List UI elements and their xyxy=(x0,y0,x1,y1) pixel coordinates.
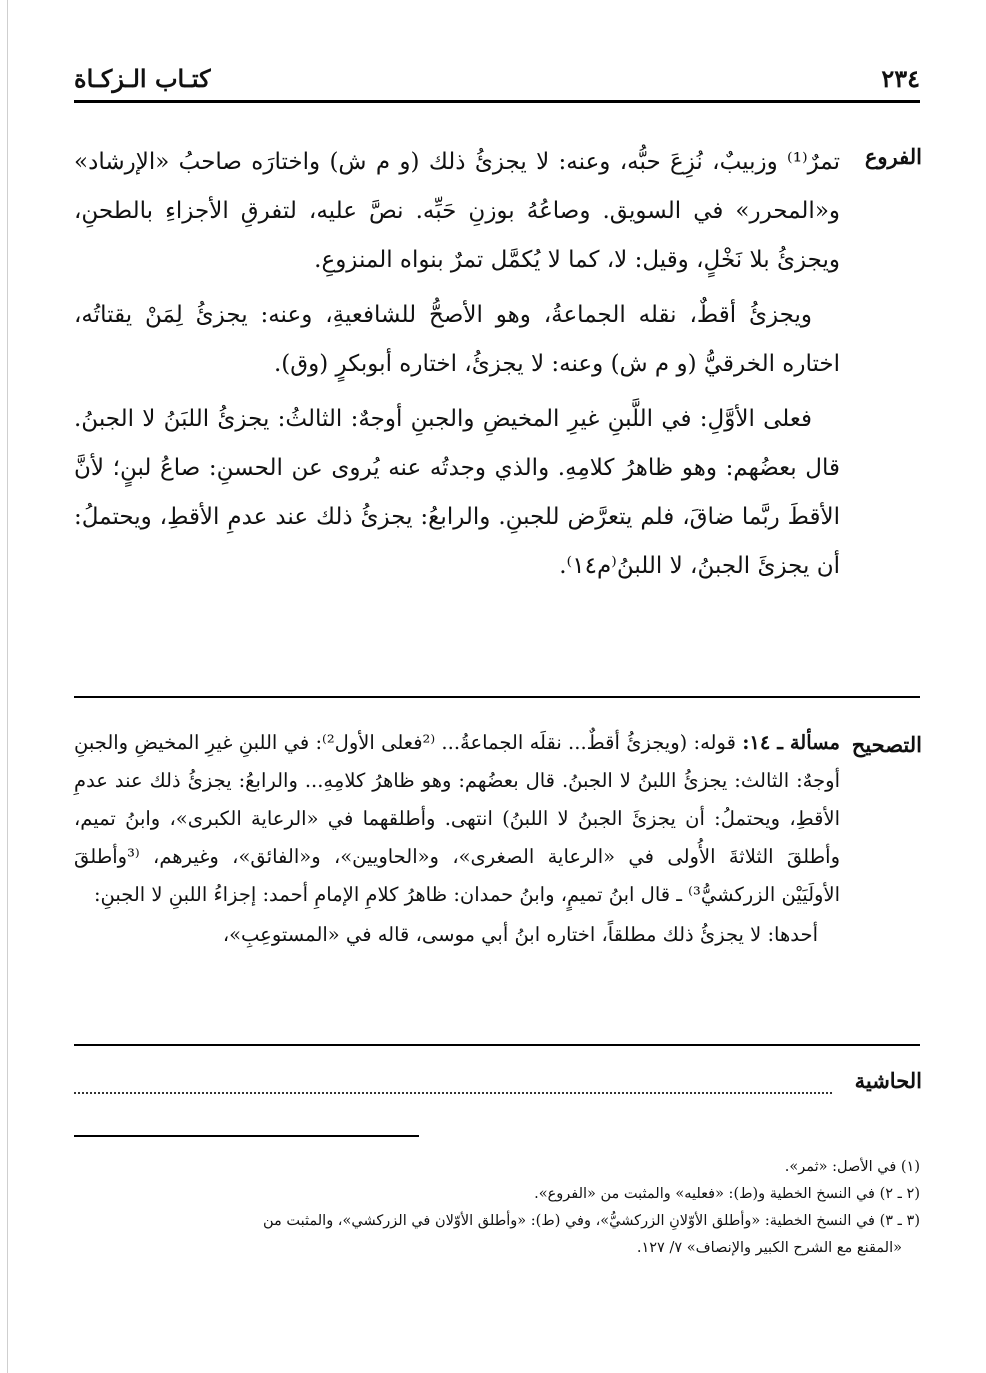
book-page xyxy=(74,56,920,1356)
tashih-text-1: قوله: (ويجزئُ أقطٌ... نقلَه الجماعةُ... ⁽²فعلى الأول²⁾: في اللبنِ غيرِ المخيضِ والجبنِ أوجهٌ: الثالث: يجزئُ اللبنُ لا الجبنُ. قال بعضُهم: وهو ظاهرُ كلامِهِ... والرابعُ: يجزئُ ذلك عند عدمِ الأقطِ، ويحتملُ: أن يجزئَ الجبنُ لا اللبنُ) انتهى. وأطلقهما في «الرعاية الكبرى»، وابنُ تميم، وأطلقَ الثلاثةَ الأُولى في «الرعاية الصغرى»، و«الحاويين»، و«الفائق»، وغيرهم، ⁽³وأطلقَ الأولَيَيْن الزركشيُّ³⁾ ـ قال ابنُ تميمٍ، وابنُ حمدان: ظاهرُ كلامِ الإمامِ أحمد: إجزاءُ اللبنِ لا الجبنِ: xyxy=(74,731,840,906)
page-number: ٢٣٤ xyxy=(881,63,920,93)
tashih-label: التصحيح xyxy=(851,732,922,757)
page-edge-line xyxy=(7,0,8,1373)
footnote-1: (١) في الأصل: «ثمر». xyxy=(784,1159,920,1175)
section-divider-1 xyxy=(74,696,920,698)
masala-label: مسألة ـ ١٤: xyxy=(742,731,841,754)
book-title: كتـاب الـزكـاة xyxy=(74,63,211,93)
footnote-3: (٣ ـ ٣) في النسخ الخطية: «وأطلق الأوّلانِ الزركشيُّ»، وفي (ط): «وأطلق الأوّلان في الزركشي»، والمثبت من xyxy=(262,1213,920,1229)
footnote-2: (٢ ـ ٢) في النسخ الخطية و(ط): «فعليه» والمثبت من «الفروع». xyxy=(534,1186,920,1202)
header-rule xyxy=(74,100,920,103)
furu-section xyxy=(74,138,840,597)
furu-paragraph-1: تمرٌ⁽¹⁾ وزبيبٌ، نُزِعَ حبُّه، وعنه: لا يجزئُ ذلك (و م ش) واختارَه صاحبُ «الإرشاد» و«المحرر» في السويق. وصاعُهُ بوزنِ حَبِّه. نصَّ عليه، لتفرقِ الأجزاءِ بالطحنِ، ويجزئُ بلا نَخْلٍ، وقيل: لا، كما لا يُكمَّل تمرٌ بنواه المنزوعِ. xyxy=(74,149,840,273)
tashih-paragraph-2: أحدها: لا يجزئُ ذلك مطلقاً، اختاره ابنُ أبي موسى، قاله في «المستوعِبِ»، xyxy=(222,923,818,946)
furu-paragraph-2: ويجزئُ أقطٌ، نقله الجماعةُ، وهو الأصحُّ للشافعيةِ، وعنه: يجزئُ لِمَنْ يقتاتُه، اختاره الخرقيُّ (و م ش) وعنه: لا يجزئُ، اختاره أبوبكرٍ (وق). xyxy=(74,302,840,377)
footnotes xyxy=(74,1154,920,1262)
hashiya-label: الحاشية xyxy=(854,1068,922,1093)
section-divider-2 xyxy=(74,1044,920,1046)
furu-label: الفروع xyxy=(864,144,922,169)
furu-paragraph-3: فعلى الأوَّلِ: في اللَّبنِ غيرِ المخيضِ والجبنِ أوجهٌ: الثالثُ: يجزئُ اللبَنُ لا الجبنُ. قال بعضُهم: وهو ظاهرُ كلامِهِ. والذي وجدتُه عنه يُروى عن الحسنِ: صاعُ لبنٍ؛ لأنَّ الأقطَ ربَّما ضاقَ، فلم يتعرَّض للجبنِ. والرابعُ: يجزئُ ذلك عند عدمِ الأقطِ، ويحتملُ: أن يجزئَ الجبنُ، لا اللبنُ⁽م١٤⁾. xyxy=(74,406,840,579)
hashiya-dotted-line xyxy=(74,1076,832,1094)
tashih-paragraph-1 xyxy=(74,724,840,914)
footnote-rule xyxy=(74,1135,419,1137)
tashih-section xyxy=(74,724,840,954)
footnote-3-continued: «المقنع مع الشرح الكبير والإنصاف» ٧/ ١٢٧. xyxy=(636,1240,902,1256)
page-header xyxy=(74,56,920,100)
